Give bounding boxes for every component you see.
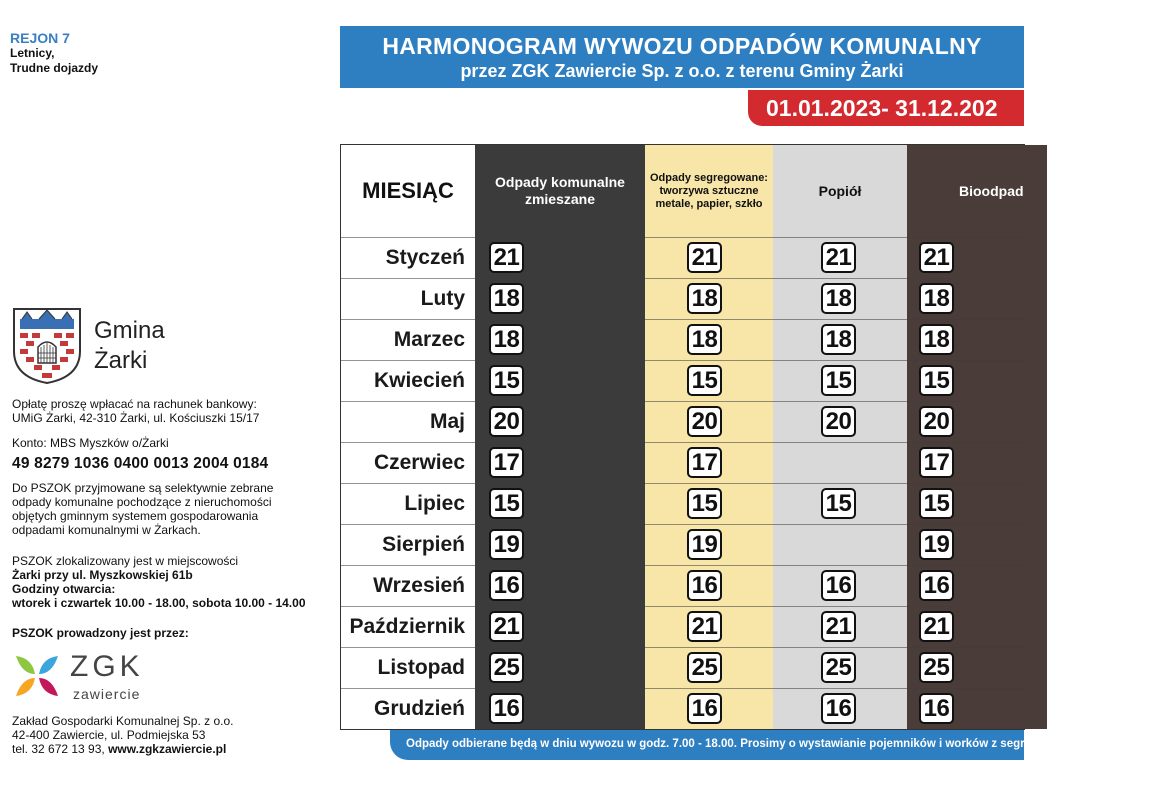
company-line-1: Zakład Gospodarki Komunalnej Sp. z o.o. — [12, 714, 234, 728]
pickup-day-bio: 19 — [919, 529, 954, 560]
gmina-name-line-2: Żarki — [94, 347, 148, 374]
pickup-day-bio: 17 — [919, 447, 954, 478]
pickup-day-bio: 18 — [919, 283, 954, 314]
pickup-day-bio: 16 — [919, 570, 954, 601]
pickup-day-ash: 21 — [821, 242, 856, 273]
company-line-2: 42-400 Zawiercie, ul. Podmiejska 53 — [12, 728, 206, 742]
pszok-location — [12, 554, 342, 610]
pickup-day-mixed: 15 — [489, 488, 524, 519]
region-info — [10, 30, 210, 76]
pickup-day-mixed: 17 — [489, 447, 524, 478]
gmina-name-line-1: Gmina — [94, 317, 165, 344]
pickup-day-sorted: 15 — [687, 365, 722, 396]
pickup-day-ash: 15 — [821, 365, 856, 396]
banner-subtitle: przez ZGK Zawiercie Sp. z o.o. z terenu Gminy Żarki — [460, 61, 904, 81]
payment-note-line-2: UMiG Żarki, 42-310 Żarki, ul. Kościuszki 15/17 — [12, 411, 260, 425]
pszok-location-line-2: Żarki przy ul. Myszkowskiej 61b — [12, 568, 193, 582]
payment-note-line-1: Opłatę proszę wpłacać na rachunek bankowy: — [12, 397, 257, 411]
pickup-day-ash: 18 — [821, 324, 856, 355]
pickup-day-sorted: 16 — [687, 693, 722, 724]
pszok-hours: wtorek i czwartek 10.00 - 18.00, sobota 10.00 - 14.00 — [12, 596, 306, 610]
pickup-day-sorted: 18 — [687, 283, 722, 314]
pszok-info — [12, 481, 322, 537]
month-label: Czerwiec — [373, 451, 465, 474]
pickup-day-bio: 21 — [919, 242, 954, 273]
month-label: Styczeń — [385, 246, 465, 269]
banner-title: HARMONOGRAM WYWOZU ODPADÓW KOMUNALNY — [382, 33, 982, 59]
pickup-day-bio: 15 — [919, 488, 954, 519]
pickup-day-ash: 16 — [821, 693, 856, 724]
schedule-table — [340, 144, 1025, 730]
company-line-3 — [12, 742, 312, 756]
zgk-logo-sub: zawiercie — [73, 686, 141, 702]
company-phone: tel. 32 672 13 93, — [12, 742, 109, 756]
pickup-day-mixed: 20 — [489, 406, 524, 437]
pszok-operated-by: PSZOK prowadzony jest przez: — [12, 626, 189, 640]
pickup-day-sorted: 19 — [687, 529, 722, 560]
date-range-banner — [748, 90, 1024, 126]
month-label: Maj — [429, 410, 465, 433]
pickup-day-ash: 21 — [821, 611, 856, 642]
payment-note — [12, 397, 322, 425]
pickup-day-mixed: 19 — [489, 529, 524, 560]
pszok-info-line-3: objętych gminnym systemem gospodarowania — [12, 509, 259, 523]
month-label: Listopad — [377, 656, 465, 679]
pickup-day-bio: 16 — [919, 693, 954, 724]
pickup-day-ash: 18 — [821, 283, 856, 314]
pickup-day-bio: 25 — [919, 652, 954, 683]
month-label: Marzec — [393, 328, 465, 351]
konto-label: Konto: MBS Myszków o/Żarki — [12, 436, 169, 450]
pickup-day-bio: 20 — [919, 406, 954, 437]
pickup-day-sorted: 15 — [687, 488, 722, 519]
pszok-location-line-1: PSZOK zlokalizowany jest w miejscowości — [12, 554, 239, 568]
header-mixed-waste: Odpady komunalne zmieszane — [495, 174, 625, 207]
month-label: Grudzień — [373, 697, 465, 720]
company-website-link[interactable]: www.zgkzawiercie.pl — [108, 742, 227, 756]
pickup-day-mixed: 21 — [489, 611, 524, 642]
pickup-day-mixed: 16 — [489, 570, 524, 601]
month-label: Wrzesień — [373, 574, 465, 597]
pickup-day-mixed: 18 — [489, 324, 524, 355]
pickup-day-mixed: 21 — [489, 242, 524, 273]
pickup-day-ash: 16 — [821, 570, 856, 601]
region-line-2: Trudne dojazdy — [10, 61, 99, 75]
month-label: Październik — [349, 615, 465, 638]
header-bio-waste: Bioodpad — [959, 183, 1024, 199]
pickup-day-sorted: 16 — [687, 570, 722, 601]
pickup-day-ash: 20 — [821, 406, 856, 437]
pickup-day-sorted: 21 — [687, 611, 722, 642]
zgk-logo-name: ZGK — [70, 650, 144, 683]
header-ash: Popiół — [818, 183, 862, 199]
month-label: Luty — [420, 287, 465, 310]
company-info — [12, 714, 312, 756]
footer-note-bar — [390, 730, 1160, 760]
pickup-day-sorted: 18 — [687, 324, 722, 355]
pickup-day-mixed: 15 — [489, 365, 524, 396]
pickup-day-bio: 15 — [919, 365, 954, 396]
pszok-info-line-4: odpadami komunalnymi w Żarkach. — [12, 523, 201, 537]
gmina-name — [94, 316, 165, 376]
pickup-day-ash: 15 — [821, 488, 856, 519]
pszok-info-line-1: Do PSZOK przyjmowane są selektywnie zebrane — [12, 481, 274, 495]
pickup-day-ash: 25 — [821, 652, 856, 683]
title-banner — [340, 26, 1024, 88]
month-label: Sierpień — [382, 533, 465, 556]
header-sorted-waste: Odpady segregowane: tworzywa sztuczne metale, papier, szkło — [650, 171, 768, 210]
account-number: 49 8279 1036 0400 0013 2004 0184 — [12, 455, 269, 472]
pickup-day-sorted: 17 — [687, 447, 722, 478]
month-label: Lipiec — [404, 492, 465, 515]
pickup-day-bio: 18 — [919, 324, 954, 355]
footer-note: Odpady odbierane będą w dniu wywozu w godz. 7.00 - 18.00. Prosimy o wystawianie pojemników i worków z segregacją przed godziną 5.0 — [406, 738, 1160, 750]
header-month: MIESIĄC — [362, 178, 454, 203]
pickup-day-sorted: 20 — [687, 406, 722, 437]
region-line-1: Letnicy, — [10, 46, 55, 60]
pickup-day-mixed: 16 — [489, 693, 524, 724]
pickup-day-mixed: 18 — [489, 283, 524, 314]
pickup-day-sorted: 25 — [687, 652, 722, 683]
pickup-day-sorted: 21 — [687, 242, 722, 273]
zgk-leaf-logo-icon — [12, 650, 62, 702]
pszok-hours-label: Godziny otwarcia: — [12, 582, 116, 596]
pszok-info-line-2: odpady komunalne pochodzące z nieruchomości — [12, 495, 272, 509]
month-label: Kwiecień — [373, 369, 465, 392]
pickup-day-mixed: 25 — [489, 652, 524, 683]
date-range: 01.01.2023- 31.12.202 — [766, 95, 998, 121]
gmina-coat-of-arms-icon — [12, 307, 82, 385]
region-title: REJON 7 — [10, 30, 70, 46]
pickup-day-bio: 21 — [919, 611, 954, 642]
